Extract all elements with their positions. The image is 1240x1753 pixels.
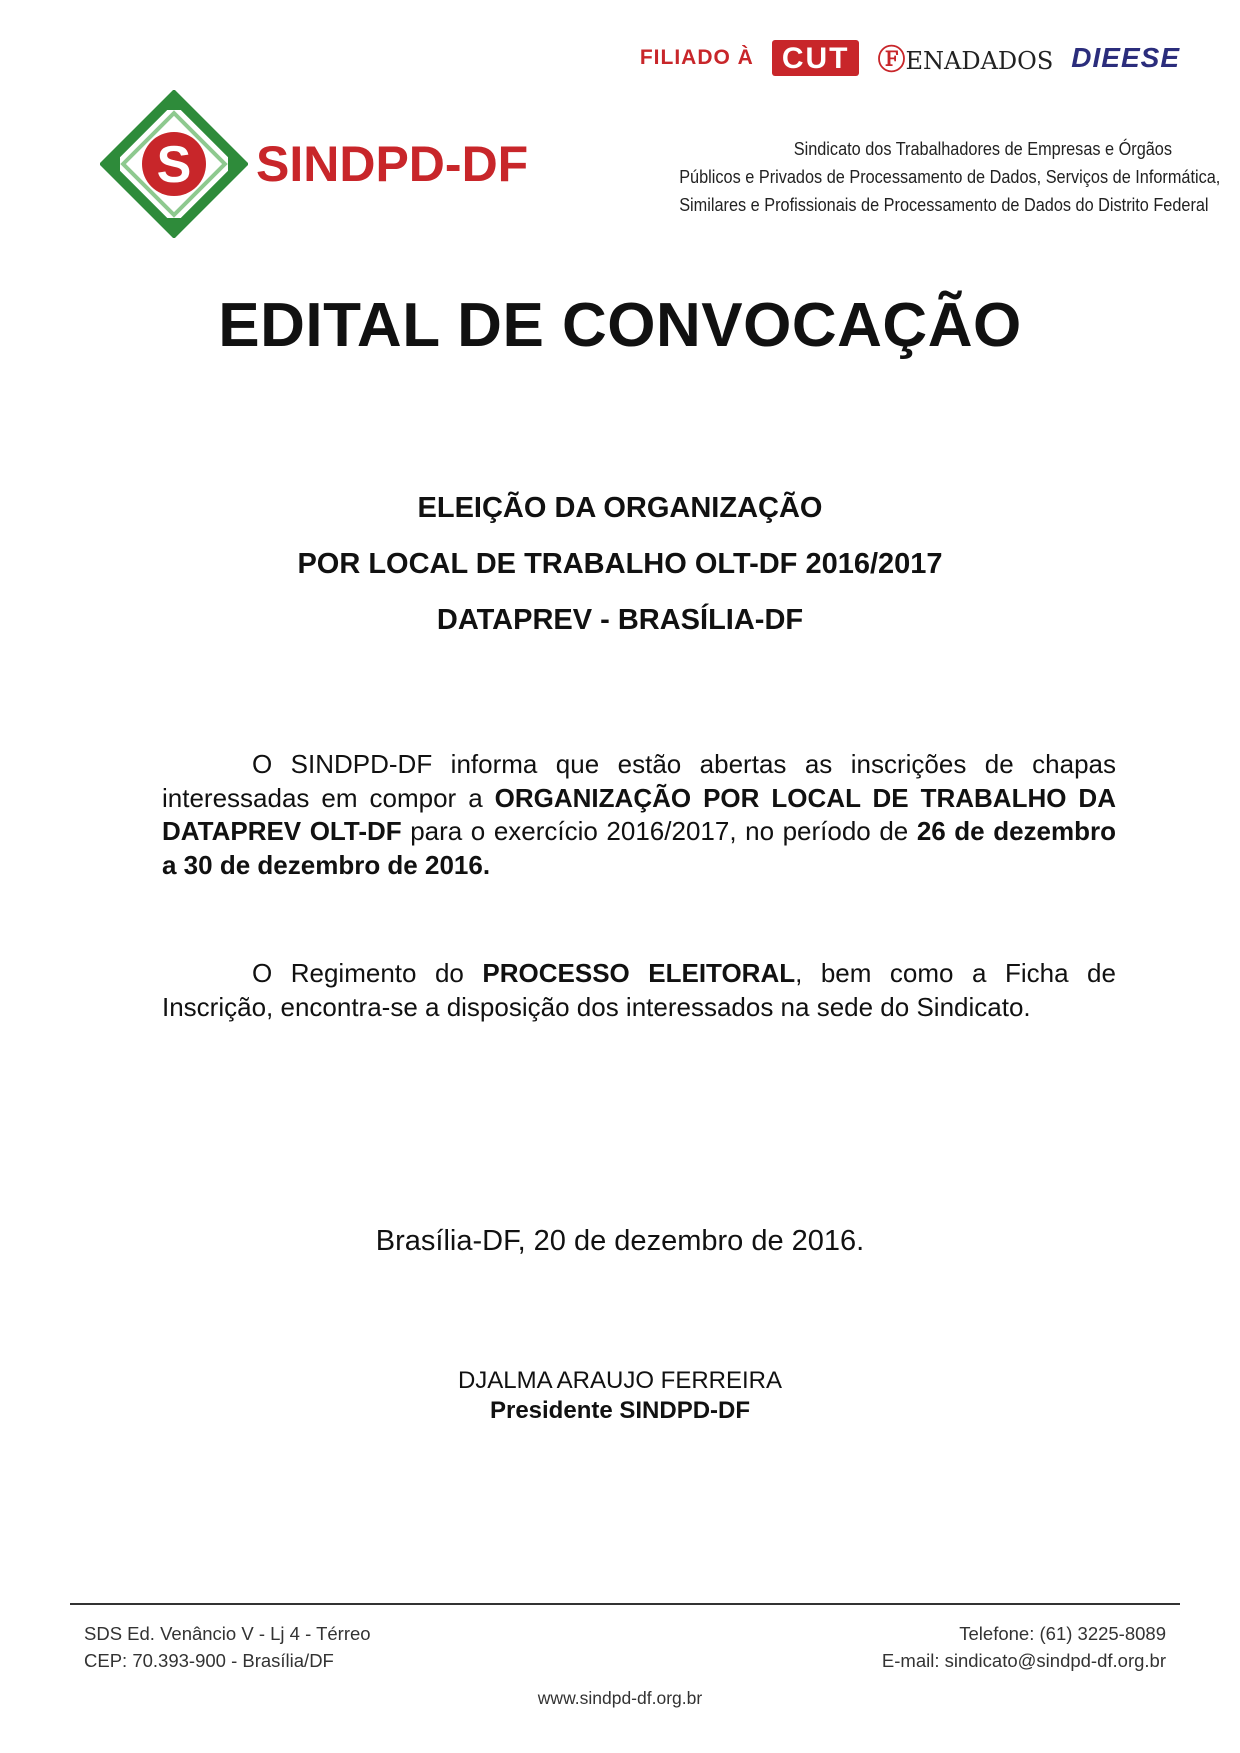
paragraph-text: , bem como a Ficha de Inscrição, encontra-se a disposição dos interessados na sede do Sindicato. [162, 958, 1116, 1022]
org-description-line: Similares e Profissionais de Processamento de Dados do Distrito Federal [679, 194, 1209, 215]
address-line: SDS Ed. Venâncio V - Lj 4 - Térreo [84, 1623, 371, 1644]
signatory-role: Presidente SINDPD-DF [489, 1397, 751, 1424]
paragraph-text: O Regimento do [252, 958, 483, 988]
document-title: EDITAL DE CONVOCAÇÃO [218, 291, 1022, 360]
signature-block [0, 1366, 1240, 1426]
sindpd-emblem-icon [100, 90, 248, 238]
dieese-logo: DIEESE [1071, 42, 1180, 73]
footer-divider [70, 1603, 1180, 1605]
date-line: Brasília-DF, 20 de dezembro de 2016. [375, 1225, 865, 1257]
paragraph-text: para o exercício 2016/2017, no período de [401, 816, 917, 846]
org-description-line: Sindicato dos Trabalhadores de Empresas e Órgãos [793, 138, 1172, 159]
brand-name: SINDPD-DF [256, 136, 529, 192]
org-description-line: Públicos e Privados de Processamento de Dados, Serviços de Informática, [679, 166, 1221, 187]
footer-contact [882, 1620, 1166, 1674]
phone-text: Telefone: (61) 3225-8089 [959, 1623, 1166, 1644]
subtitle-line: ELEIÇÃO DA ORGANIZAÇÃO [417, 492, 823, 524]
email-text: E-mail: sindicato@sindpd-df.org.br [881, 1650, 1166, 1671]
signatory-name: DJALMA ARAUJO FERREIRA [457, 1367, 783, 1394]
subtitles [0, 480, 1240, 648]
filiado-label: FILIADO À [639, 46, 754, 69]
paragraph-bold-text: ORGANIZAÇÃO POR LOCAL DE TRABALHO DA DATAPREV OLT-DF [162, 782, 1116, 846]
paragraph-regulation [162, 957, 1116, 1024]
fenadados-logo: ⒻENADADOS [877, 43, 1054, 76]
subtitle-line: POR LOCAL DE TRABALHO OLT-DF 2016/2017 [297, 548, 943, 580]
paragraph-bold-text: PROCESSO ELEITORAL [482, 958, 796, 988]
paragraph-bold-text: 26 de dezembro a 30 de dezembro de 2016. [162, 816, 1116, 880]
paragraph-registration [162, 748, 1116, 882]
fenadados-logo-text: ENADADOS [905, 47, 1054, 75]
footer-address [84, 1620, 371, 1674]
website-link[interactable]: www.sindpd-df.org.br [537, 1688, 703, 1708]
address-line: CEP: 70.393-900 - Brasília/DF [84, 1650, 334, 1671]
svg-text:S: S [156, 136, 192, 194]
cut-logo: CUT [772, 40, 860, 76]
org-description [612, 135, 1221, 219]
sindpd-logo [100, 90, 528, 238]
subtitle-line: DATAPREV - BRASÍLIA-DF [436, 604, 804, 636]
paragraph-text: O SINDPD-DF informa que estão abertas as inscrições de chapas interessadas em compor a [162, 749, 1116, 813]
affiliations-bar [640, 38, 1180, 78]
